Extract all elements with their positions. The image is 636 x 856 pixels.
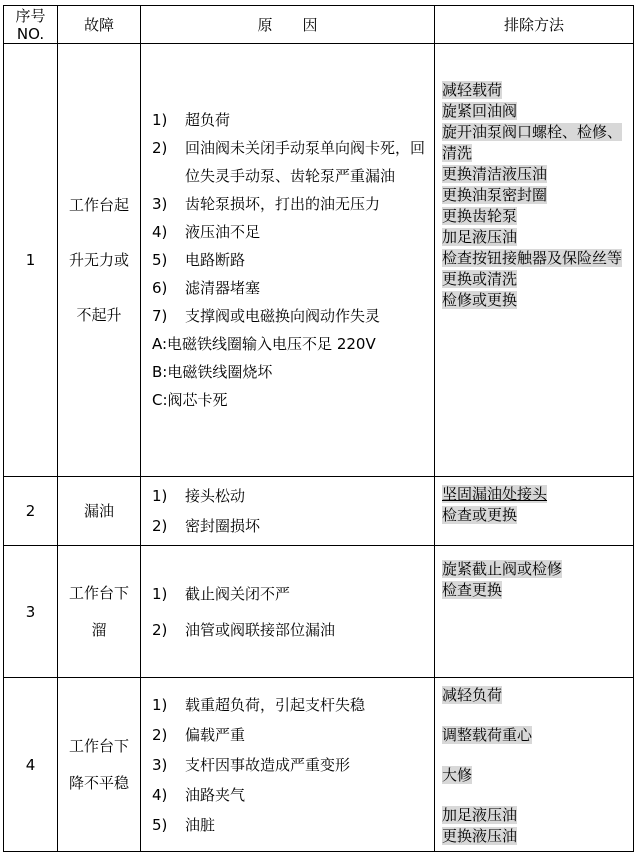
cause-number: 3) xyxy=(152,755,168,774)
cause-cell xyxy=(141,678,435,852)
cause-text: 电路断路 xyxy=(185,251,246,269)
cause-cell xyxy=(141,546,435,678)
cause-item xyxy=(152,274,428,302)
fault-cell xyxy=(58,546,141,678)
row-number: 4 xyxy=(4,678,58,852)
row-number: 2 xyxy=(4,477,58,546)
fault-line: 升无力或 xyxy=(68,250,129,269)
remedy-item: 加足液压油 xyxy=(442,806,518,824)
remedy-item: 更换油泵密封圈 xyxy=(442,186,548,204)
fault-cell xyxy=(58,44,141,477)
cause-number: 1) xyxy=(152,695,168,714)
fault-cell xyxy=(58,678,141,852)
cause-note: A:电磁铁线圈输入电压不足 220V xyxy=(152,335,376,353)
row-number: 1 xyxy=(4,44,58,477)
cause-cell xyxy=(141,44,435,477)
cause-text: 截止阀关闭不严 xyxy=(185,584,291,603)
remedy-item: 减轻负荷 xyxy=(442,686,503,704)
remedy-item: 检查按钮接触器及保险丝等 xyxy=(442,249,623,267)
header-row xyxy=(4,6,634,44)
cause-text: 液压油不足 xyxy=(185,223,261,241)
cause-item xyxy=(152,810,428,840)
serial-header-line2: NO. xyxy=(16,24,45,43)
cause-number: 1) xyxy=(152,584,168,603)
cause-note: C:阀芯卡死 xyxy=(152,391,228,409)
cause-number: 2) xyxy=(152,620,168,639)
cause-text: 油路夹气 xyxy=(185,785,246,804)
cause-item xyxy=(152,134,428,190)
cause-item xyxy=(152,106,428,134)
cause-text: 油管或阀联接部位漏油 xyxy=(185,620,336,639)
remedy-item: 更换清洁液压油 xyxy=(442,165,548,183)
cause-item xyxy=(152,576,428,612)
cause-number: 2) xyxy=(152,725,168,744)
cause-item xyxy=(152,302,428,330)
remedy-item: 检修或更换 xyxy=(442,291,518,309)
cause-text: 密封圈损坏 xyxy=(185,517,261,535)
column-header-remedy: 排除方法 xyxy=(435,6,634,44)
cause-item xyxy=(152,780,428,810)
remedy-item: 更换液压油 xyxy=(442,827,518,845)
cause-text: 载重超负荷，引起支杆失稳 xyxy=(185,695,366,714)
remedy-item: 更换齿轮泵 xyxy=(442,207,518,225)
cause-number: 4) xyxy=(152,223,168,241)
remedy-cell xyxy=(435,546,634,678)
fault-troubleshooting-table xyxy=(3,5,634,852)
row-number: 3 xyxy=(4,546,58,678)
cause-item xyxy=(152,218,428,246)
remedy-item: 检查更换 xyxy=(442,581,503,599)
remedy-item: 更换或清洗 xyxy=(442,270,518,288)
fault-cell xyxy=(58,477,141,546)
remedy-item: 旋紧回油阀 xyxy=(442,102,518,120)
cause-text: 支杆因事故造成严重变形 xyxy=(185,755,351,774)
cause-item xyxy=(152,246,428,274)
cause-item xyxy=(152,190,428,218)
remedy-cell xyxy=(435,44,634,477)
cause-item xyxy=(152,511,428,541)
fault-line: 降不平稳 xyxy=(68,773,129,792)
column-header-cause: 原 因 xyxy=(141,6,435,44)
remedy-item: 调整载荷重心 xyxy=(442,726,533,744)
fault-line: 溜 xyxy=(91,620,107,639)
cause-item xyxy=(152,481,428,511)
cause-item xyxy=(152,750,428,780)
cause-text: 接头松动 xyxy=(185,487,246,505)
remedy-item: 大修 xyxy=(442,766,473,784)
column-header-serial xyxy=(4,6,58,44)
fault-line: 工作台下 xyxy=(68,736,129,755)
remedy-item: 减轻载荷 xyxy=(442,81,503,99)
remedy-cell xyxy=(435,477,634,546)
column-header-fault: 故障 xyxy=(58,6,141,44)
cause-number: 7) xyxy=(152,307,168,325)
remedy-item: 检查或更换 xyxy=(442,506,518,524)
cause-text: 油脏 xyxy=(185,815,216,834)
remedy-item: 坚固漏油处接头 xyxy=(442,485,548,503)
cause-item xyxy=(152,720,428,750)
cause-number: 3) xyxy=(152,195,168,213)
cause-note: B:电磁铁线圈烧坏 xyxy=(152,363,273,381)
cause-text: 滤清器堵塞 xyxy=(185,279,261,297)
remedy-cell xyxy=(435,678,634,852)
remedy-item: 加足液压油 xyxy=(442,228,518,246)
cause-number: 4) xyxy=(152,785,168,804)
cause-number: 2) xyxy=(152,139,168,157)
cause-text: 齿轮泵损坏，打出的油无压力 xyxy=(185,195,381,213)
remedy-item: 旋紧截止阀或检修 xyxy=(442,560,563,578)
cause-number: 5) xyxy=(152,815,168,834)
table-row xyxy=(4,546,634,678)
cause-text: 偏载严重 xyxy=(185,725,246,744)
cause-number: 1) xyxy=(152,111,168,129)
remedy-item: 旋开油泵阀口螺栓、检修、清洗 xyxy=(442,123,623,162)
cause-cell xyxy=(141,477,435,546)
table-row xyxy=(4,678,634,852)
cause-text: 回油阀未关闭手动泵单向阀卡死，回位失灵手动泵、齿轮泵严重漏油 xyxy=(185,139,426,185)
cause-text: 支撑阀或电磁换向阀动作失灵 xyxy=(185,307,381,325)
serial-header-line1: 序号 xyxy=(15,6,46,25)
cause-number: 6) xyxy=(152,279,168,297)
cause-text: 超负荷 xyxy=(185,111,231,129)
cause-number: 2) xyxy=(152,517,168,535)
fault-line: 漏油 xyxy=(83,501,114,520)
fault-line: 工作台起 xyxy=(68,195,129,214)
cause-number: 1) xyxy=(152,487,168,505)
cause-number: 5) xyxy=(152,251,168,269)
fault-line: 工作台下 xyxy=(68,583,129,602)
cause-item xyxy=(152,690,428,720)
fault-line: 不起升 xyxy=(76,305,122,324)
cause-item xyxy=(152,612,428,648)
table-row xyxy=(4,477,634,546)
table-row xyxy=(4,44,634,477)
